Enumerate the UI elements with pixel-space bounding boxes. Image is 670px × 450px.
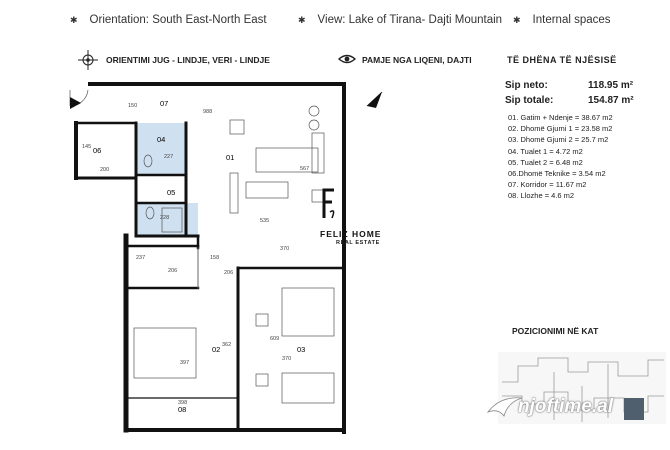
dim-label: 988 [203, 109, 213, 115]
dim-label: 535 [260, 218, 270, 224]
list-item: 06.Dhomë Teknike = 3.54 m2 [508, 169, 606, 179]
legend-view: ✱ View: Lake of Tirana- Dajti Mountain [298, 14, 503, 26]
room-label-03: 03 [297, 345, 306, 354]
dim-label: 237 [136, 255, 146, 261]
dim-label: 206 [168, 268, 178, 274]
room-label-08: 08 [178, 405, 187, 414]
dim-label: 206 [224, 270, 234, 276]
watermark-text: njoftime.al [518, 396, 614, 417]
sip-neto-label: Sip neto: [505, 80, 548, 91]
room-label-06: 06 [93, 146, 102, 155]
brand-logo-icon [318, 188, 340, 222]
info-title: TË DHËNA TË NJËSISË [507, 55, 617, 65]
dim-label: 370 [280, 246, 290, 252]
dim-label: 370 [282, 356, 292, 362]
sip-totale-value: 154.87 m² [588, 95, 634, 106]
list-item: 04. Tualet 1 = 4.72 m2 [508, 146, 583, 156]
legend-orientation: ✱ Orientation: South East-North East [70, 14, 267, 26]
room-label-01: 01 [226, 153, 235, 162]
legend-internal: ✱ Internal spaces [513, 14, 611, 26]
room-label-05: 05 [167, 188, 176, 197]
eye-icon [338, 53, 356, 65]
list-item: 01. Gatim + Ndenje = 38.67 m2 [508, 113, 613, 122]
floor-plan [60, 78, 360, 434]
list-item: 03. Dhomë Gjumi 2 = 25.7 m2 [508, 135, 609, 145]
north-arrow-icon [364, 88, 386, 110]
entrance-arrow-icon [68, 96, 82, 110]
room-list [508, 112, 613, 202]
dim-label: 362 [222, 342, 232, 348]
list-item: 07. Korridor = 11.67 m2 [508, 180, 587, 190]
brand-name: FELIZ HOME [320, 229, 382, 239]
compass-icon [78, 50, 98, 70]
list-item: 05. Tualet 2 = 6.48 m2 [508, 157, 583, 167]
orientimi-heading: ORIENTIMI JUG - LINDJE, VERI - LINDJE [106, 55, 270, 65]
dim-label: 158 [210, 255, 220, 261]
pamje-heading: PAMJE NGA LIQENI, DAJTI [362, 55, 472, 65]
room-label-02: 02 [212, 345, 221, 354]
dim-label: 227 [164, 154, 174, 160]
dim-label: 609 [270, 336, 280, 342]
dim-label: 567 [300, 166, 310, 172]
bullet-icon: ✱ [70, 15, 78, 25]
list-item: 02. Dhomë Gjumi 1 = 23.58 m2 [508, 124, 613, 134]
dim-label: 145 [82, 144, 92, 150]
list-item: 08. Llozhe = 4.6 m2 [508, 191, 575, 201]
sip-totale-label: Sip totale: [505, 95, 554, 106]
dim-label: 398 [178, 400, 188, 406]
dim-label: 228 [160, 215, 170, 221]
brand-sub: REAL ESTATE [336, 240, 380, 246]
dim-label: 200 [100, 167, 110, 173]
sip-neto-value: 118.95 m² [588, 80, 634, 91]
furniture [70, 90, 334, 403]
room-label-07: 07 [160, 99, 169, 108]
room-label-04: 04 [157, 135, 166, 144]
dim-label: 150 [128, 103, 138, 109]
bullet-icon: ✱ [513, 15, 521, 25]
dim-label: 397 [180, 360, 190, 366]
bullet-icon: ✱ [298, 15, 306, 25]
position-title: POZICIONIMI NË KAT [512, 326, 599, 336]
